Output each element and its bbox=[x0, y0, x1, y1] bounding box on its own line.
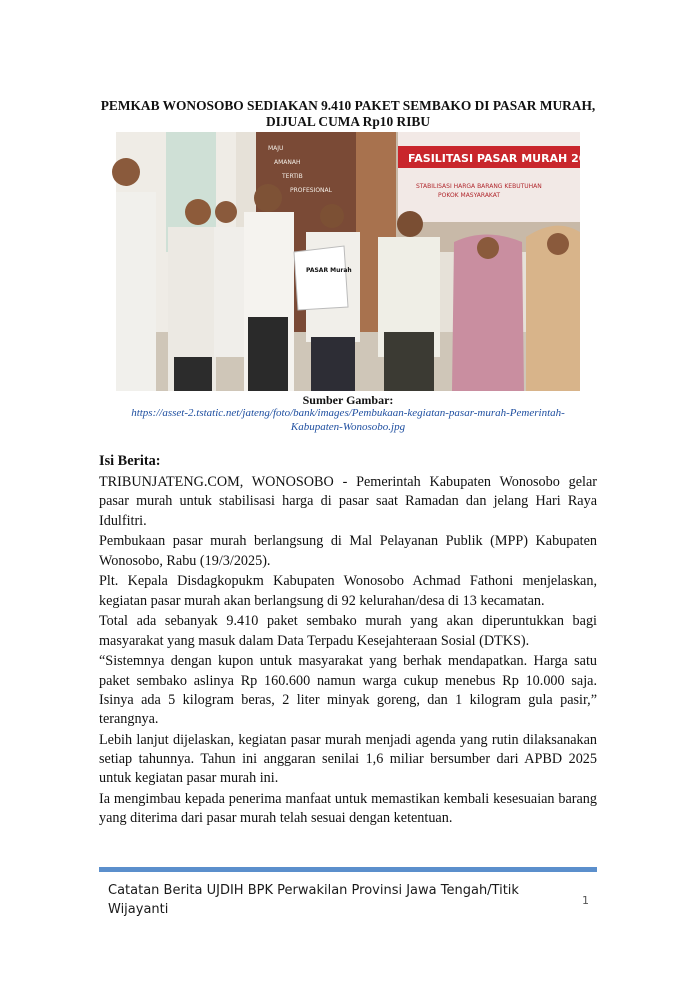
paragraph: Plt. Kepala Disdagkopukm Kabupaten Wonosobo Achmad Fathoni menjelaskan, kegiatan pasar murah akan berlangsung di 92 kelurahan/desa di 13 kecamatan. bbox=[99, 573, 597, 609]
paragraph: TRIBUNJATENG.COM, WONOSOBO - Pemerintah Kabupaten Wonosobo gelar pasar murah untuk stabilisasi harga di pasar saat Ramadan dan jelang Hari Raya Idulfitri. bbox=[99, 474, 597, 529]
article-title: PEMKAB WONOSOBO SEDIAKAN 9.410 PAKET SEMBAKO DI PASAR MURAH, DIJUAL CUMA Rp10 RIBU bbox=[100, 98, 596, 129]
svg-text:PROFESIONAL: PROFESIONAL bbox=[290, 187, 332, 194]
svg-text:FASILITASI PASAR MURAH 2025: FASILITASI PASAR MURAH 2025 bbox=[408, 152, 602, 165]
svg-text:POKOK MASYARAKAT: POKOK MASYARAKAT bbox=[438, 192, 501, 199]
article-body bbox=[99, 473, 597, 830]
paragraph: Ia mengimbau kepada penerima manfaat untuk memastikan kembali kesesuaian barang yang diterima dari pasar murah telah sesuai dengan ketentuan. bbox=[99, 791, 597, 827]
footer-note: Catatan Berita UJDIH BPK Perwakilan Provinsi Jawa Tengah/Titik Wijayanti bbox=[108, 883, 519, 917]
svg-text:PASAR Murah: PASAR Murah bbox=[306, 267, 352, 274]
paragraph: Pembukaan pasar murah berlangsung di Mal Pelayanan Publik (MPP) Kabupaten Wonosobo, Rabu (19/3/2025). bbox=[99, 533, 597, 569]
image-source-link[interactable]: https://asset-2.tstatic.net/jateng/foto/bank/images/Pembukaan-kegiatan-pasar-murah-Pemerintah-Kabupaten-Wonosobo.jpg bbox=[131, 407, 565, 433]
svg-text:MAJU: MAJU bbox=[268, 145, 284, 152]
paragraph: Total ada sebanyak 9.410 paket sembako murah yang akan diperuntukkan bagi masyarakat yang masuk dalam Data Terpadu Kesejahteraan Sosial (DTKS). bbox=[99, 613, 597, 649]
footer-divider bbox=[99, 867, 597, 872]
svg-text:AMANAH: AMANAH bbox=[274, 159, 301, 166]
news-photo bbox=[116, 132, 602, 391]
svg-text:TERTIB: TERTIB bbox=[282, 173, 303, 180]
image-source-label: Sumber Gambar: bbox=[302, 393, 394, 407]
svg-text:STABILISASI HARGA BARANG KEBUT: STABILISASI HARGA BARANG KEBUTUHAN bbox=[416, 183, 542, 190]
section-heading: Isi Berita: bbox=[99, 453, 161, 469]
paragraph: “Sistemnya dengan kupon untuk masyarakat yang berhak mendapatkan. Harga satu paket sembako aslinya Rp 160.600 namun warga cukup menebus Rp 10.000 saja. Isinya ada 5 kilogram beras, 2 liter minyak goreng, dan 1 kilogram gula pasir,” terangnya. bbox=[99, 653, 597, 728]
page-number: 1 bbox=[582, 894, 589, 907]
paragraph: Lebih lanjut dijelaskan, kegiatan pasar murah menjadi agenda yang rutin dilaksanakan setiap tahunnya. Tahun ini anggaran senilai 1,6 miliar bersumber dari APBD 2025 untuk kegiatan pasar murah ini. bbox=[99, 731, 597, 787]
